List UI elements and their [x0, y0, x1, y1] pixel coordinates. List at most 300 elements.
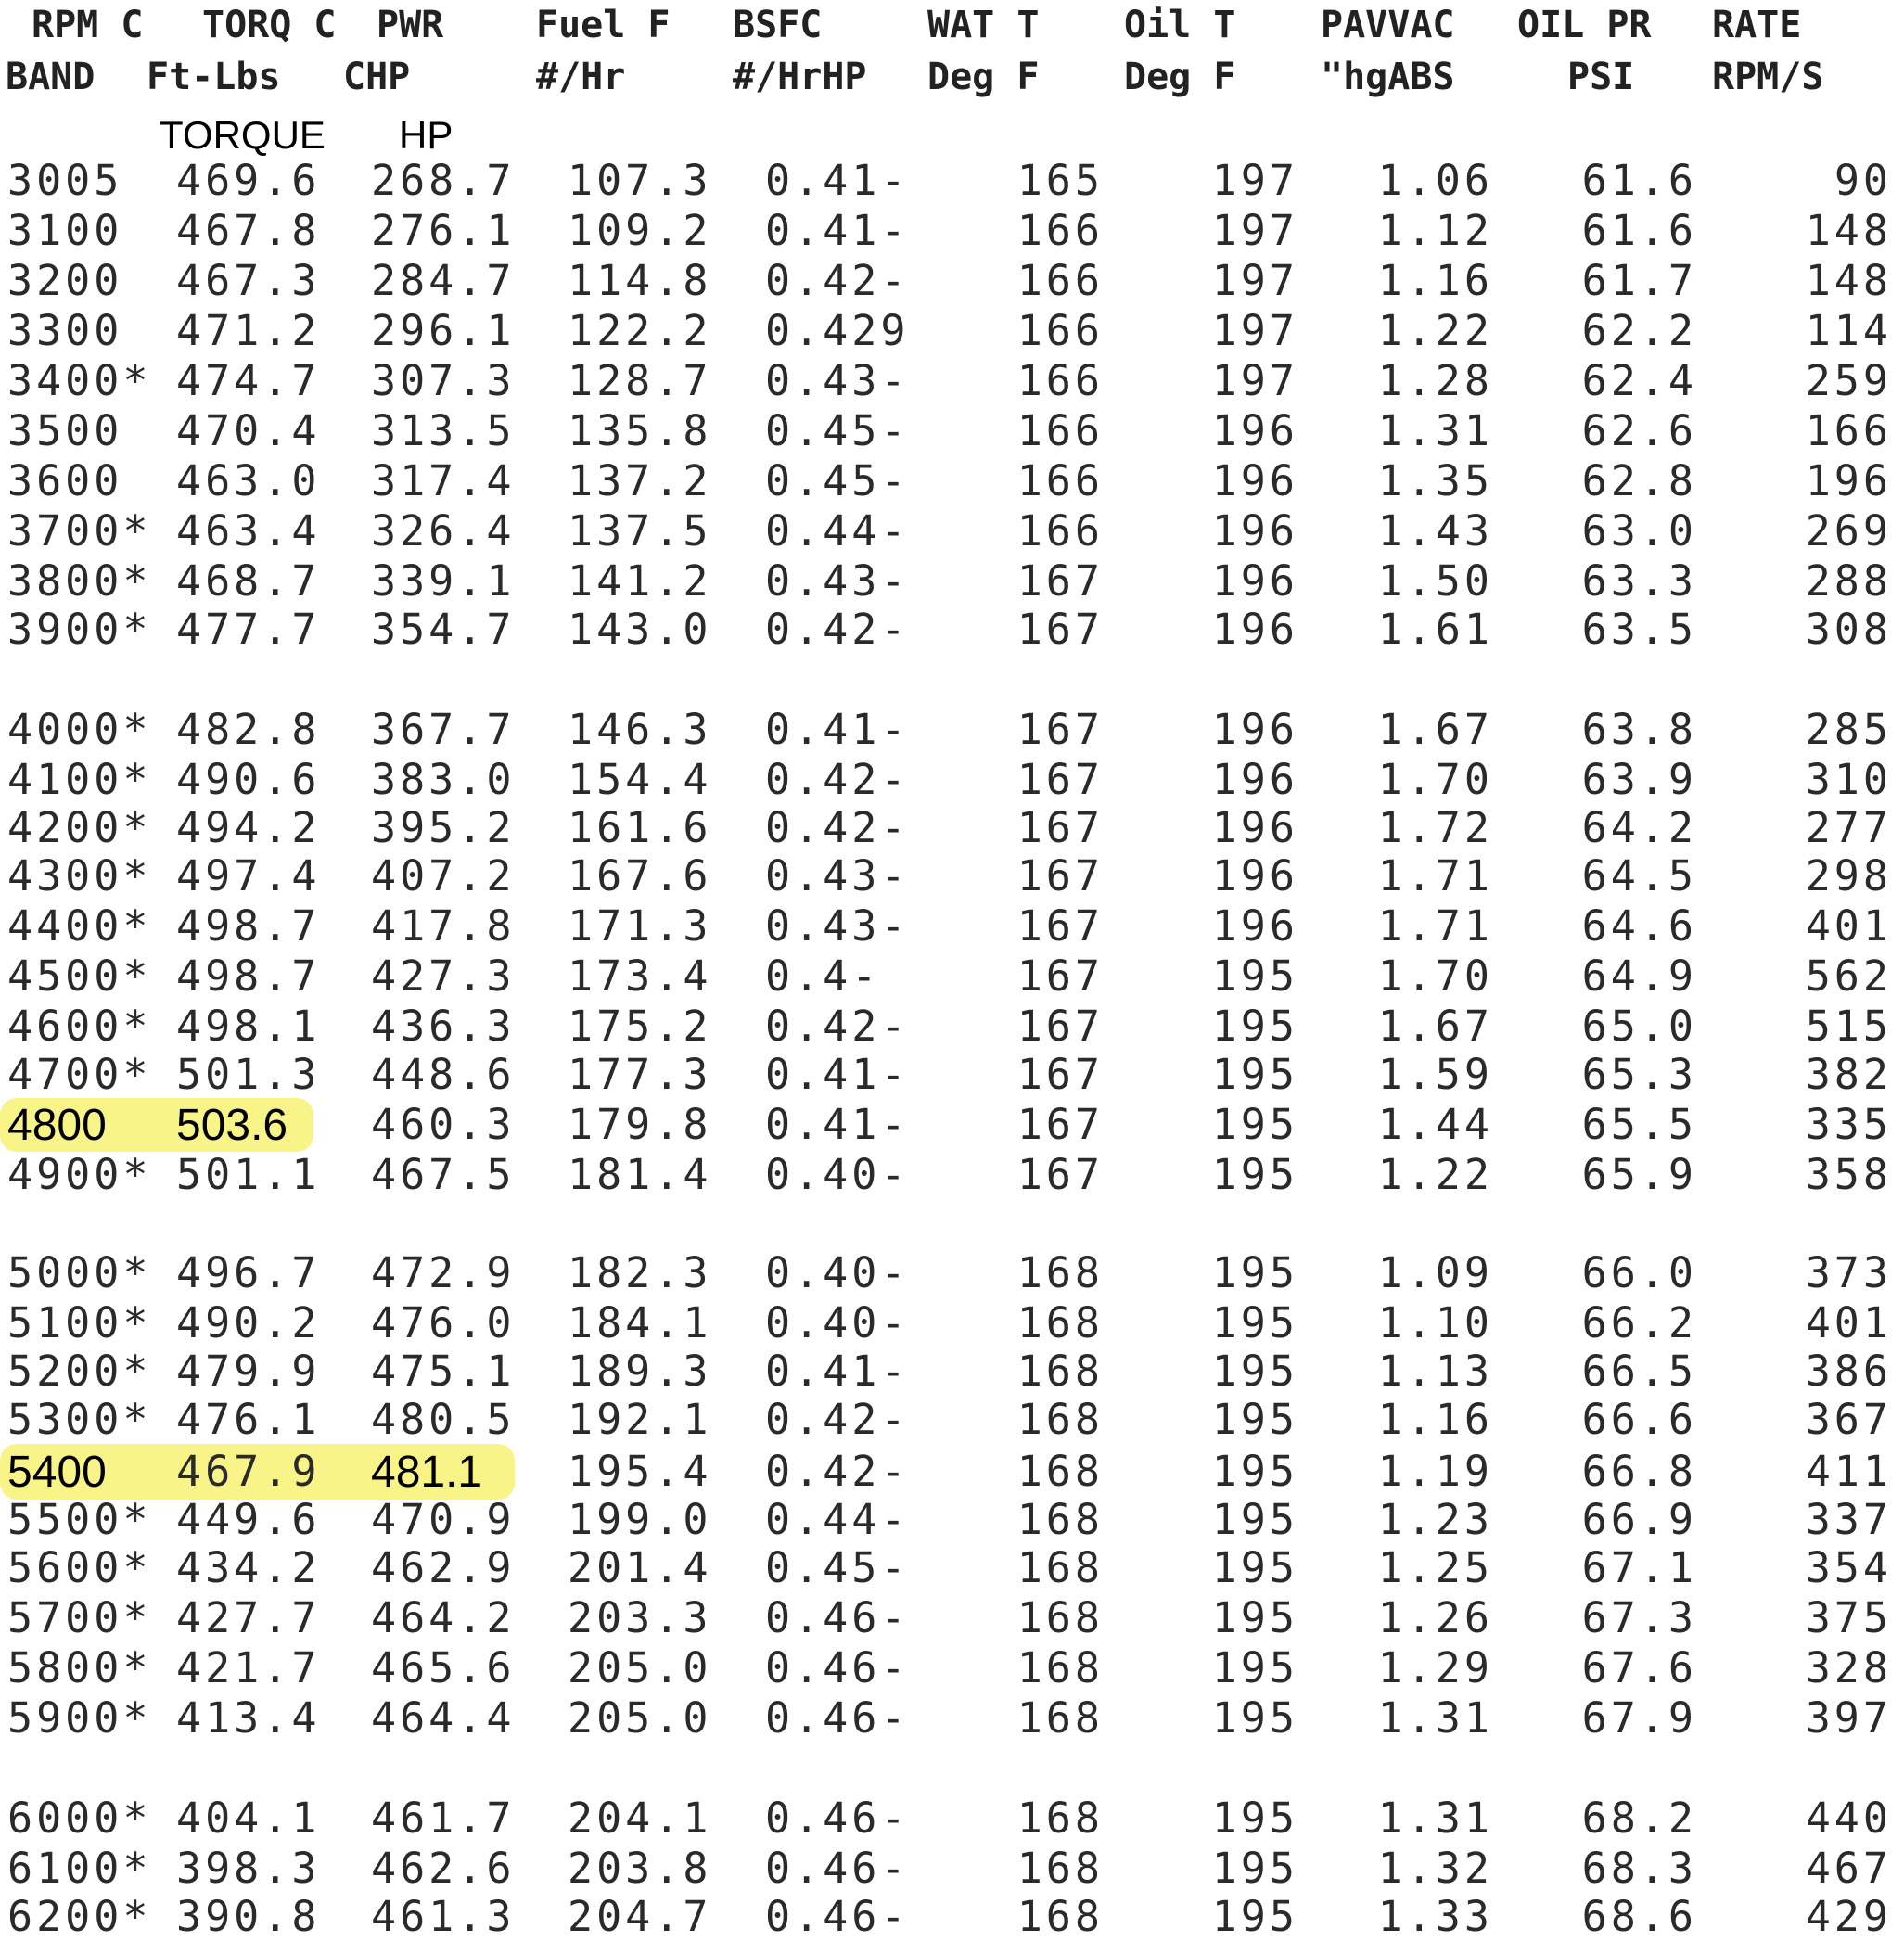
- cell-rate: 166: [1805, 406, 1892, 455]
- cell-fuel: 199.0: [568, 1495, 712, 1544]
- cell-power: 383.0: [371, 755, 516, 804]
- cell-pavvac: 1.32: [1377, 1844, 1493, 1893]
- cell-oil-pressure: 62.6: [1581, 406, 1697, 455]
- cell-pavvac: 1.71: [1377, 851, 1493, 900]
- cell-rpm: 4900*: [7, 1150, 152, 1199]
- header-lbhrhp: #/HrHP: [733, 56, 867, 98]
- cell-torque: 398.3: [176, 1844, 321, 1893]
- cell-fuel: 204.7: [568, 1892, 712, 1941]
- cell-power: 480.5: [371, 1395, 516, 1444]
- cell-oil-temp: 195: [1211, 1794, 1298, 1843]
- cell-bsfc: 0.41-: [765, 206, 910, 255]
- cell-bsfc: 0.46-: [765, 1892, 910, 1941]
- header-hgabs: "hgABS: [1321, 56, 1455, 98]
- cell-water-temp: 166: [1016, 506, 1104, 555]
- cell-power: 317.4: [371, 456, 516, 505]
- cell-oil-pressure: 64.5: [1581, 851, 1697, 900]
- cell-rpm: 5200*: [7, 1347, 152, 1396]
- cell-rate: 440: [1805, 1794, 1892, 1843]
- cell-oil-pressure: 65.3: [1581, 1050, 1697, 1099]
- cell-fuel: 107.3: [568, 156, 712, 205]
- cell-oil-pressure: 61.6: [1581, 206, 1697, 255]
- cell-bsfc: 0.42-: [765, 605, 910, 654]
- cell-oil-temp: 196: [1211, 456, 1298, 505]
- table-row: [0, 803, 1904, 851]
- cell-power: 307.3: [371, 356, 516, 405]
- cell-oil-temp: 196: [1211, 803, 1298, 852]
- cell-rate: 515: [1805, 1002, 1892, 1051]
- cell-pavvac: 1.70: [1377, 951, 1493, 1001]
- cell-rpm: 3100: [7, 206, 123, 255]
- cell-pavvac: 1.06: [1377, 156, 1493, 205]
- table-row: [0, 605, 1904, 653]
- cell-torque: 413.4: [176, 1693, 321, 1743]
- cell-torque: 467.9: [176, 1447, 321, 1496]
- cell-torque: 427.7: [176, 1593, 321, 1642]
- cell-fuel: 167.6: [568, 851, 712, 900]
- cell-oil-temp: 195: [1211, 1643, 1298, 1692]
- cell-fuel: 114.8: [568, 256, 712, 305]
- cell-rate: 285: [1805, 705, 1892, 754]
- cell-bsfc: 0.46-: [765, 1794, 910, 1843]
- table-row: [0, 1050, 1904, 1098]
- cell-fuel: 122.2: [568, 306, 712, 355]
- cell-oil-pressure: 62.8: [1581, 456, 1697, 505]
- cell-rate: 411: [1805, 1447, 1892, 1496]
- cell-rpm: 6000*: [7, 1794, 152, 1843]
- cell-torque: 501.3: [176, 1050, 321, 1099]
- cell-oil-temp: 196: [1211, 605, 1298, 654]
- cell-fuel: 203.3: [568, 1593, 712, 1642]
- cell-rate: 358: [1805, 1150, 1892, 1199]
- cell-pavvac: 1.31: [1377, 1794, 1493, 1843]
- cell-fuel: 192.1: [568, 1395, 712, 1444]
- cell-power: 462.9: [371, 1543, 516, 1592]
- cell-torque: 471.2: [176, 306, 321, 355]
- cell-rpm: 3800*: [7, 556, 152, 606]
- table-row: [0, 1543, 1904, 1591]
- cell-oil-temp: 196: [1211, 705, 1298, 754]
- cell-oil-pressure: 63.3: [1581, 556, 1697, 606]
- cell-oil-temp: 195: [1211, 1844, 1298, 1893]
- cell-torque: 468.7: [176, 556, 321, 606]
- cell-water-temp: 168: [1016, 1395, 1104, 1444]
- header-ftlbs: Ft-Lbs: [147, 56, 281, 98]
- cell-oil-temp: 195: [1211, 1593, 1298, 1642]
- cell-oil-temp: 195: [1211, 1347, 1298, 1396]
- cell-fuel: 195.4: [568, 1447, 712, 1496]
- cell-bsfc: 0.42-: [765, 803, 910, 852]
- cell-rpm: 6100*: [7, 1844, 152, 1893]
- header-bsfc: BSFC: [733, 4, 823, 46]
- cell-bsfc: 0.46-: [765, 1844, 910, 1893]
- cell-rate: 269: [1805, 506, 1892, 555]
- cell-bsfc: 0.45-: [765, 456, 910, 505]
- table-row: [0, 1693, 1904, 1742]
- cell-oil-pressure: 64.6: [1581, 901, 1697, 951]
- cell-bsfc: 0.429: [765, 306, 910, 355]
- cell-pavvac: 1.44: [1377, 1100, 1493, 1149]
- cell-water-temp: 166: [1016, 306, 1104, 355]
- cell-torque: 498.1: [176, 1002, 321, 1051]
- cell-oil-pressure: 67.9: [1581, 1693, 1697, 1743]
- header-band: BAND: [6, 56, 96, 98]
- cell-pavvac: 1.23: [1377, 1495, 1493, 1544]
- cell-oil-pressure: 66.5: [1581, 1347, 1697, 1396]
- table-row: [0, 755, 1904, 803]
- cell-pavvac: 1.61: [1377, 605, 1493, 654]
- cell-rpm: 4100*: [7, 755, 152, 804]
- cell-bsfc: 0.43-: [765, 901, 910, 951]
- cell-oil-pressure: 67.1: [1581, 1543, 1697, 1592]
- cell-rate: 562: [1805, 951, 1892, 1001]
- table-row: [0, 406, 1904, 454]
- table-row: [0, 506, 1904, 555]
- cell-fuel: 135.8: [568, 406, 712, 455]
- table-row: [0, 951, 1904, 1000]
- cell-fuel: 181.4: [568, 1150, 712, 1199]
- cell-rate: 328: [1805, 1643, 1892, 1692]
- header-pwr: PWR: [377, 4, 444, 46]
- table-row: [0, 1347, 1904, 1395]
- cell-oil-temp: 195: [1211, 1002, 1298, 1051]
- cell-torque: 477.7: [176, 605, 321, 654]
- cell-rpm: 3300: [7, 306, 123, 355]
- cell-rate: 401: [1805, 901, 1892, 951]
- cell-oil-pressure: 68.2: [1581, 1794, 1697, 1843]
- cell-rpm: 4000*: [7, 705, 152, 754]
- cell-torque: 463.0: [176, 456, 321, 505]
- cell-oil-temp: 195: [1211, 1298, 1298, 1347]
- cell-rpm: 6200*: [7, 1892, 152, 1941]
- cell-rpm: 3500: [7, 406, 123, 455]
- cell-oil-pressure: 68.3: [1581, 1844, 1697, 1893]
- cell-water-temp: 168: [1016, 1794, 1104, 1843]
- cell-oil-pressure: 63.5: [1581, 605, 1697, 654]
- table-row: [0, 1395, 1904, 1443]
- cell-power: 472.9: [371, 1248, 516, 1297]
- cell-bsfc: 0.44-: [765, 1495, 910, 1544]
- table-row: [0, 356, 1904, 404]
- cell-water-temp: 167: [1016, 1050, 1104, 1099]
- table-row: [0, 1002, 1904, 1050]
- cell-rate: 277: [1805, 803, 1892, 852]
- cell-bsfc: 0.42-: [765, 755, 910, 804]
- cell-rpm: 4300*: [7, 851, 152, 900]
- cell-bsfc: 0.43-: [765, 556, 910, 606]
- cell-power: 367.7: [371, 705, 516, 754]
- cell-oil-temp: 197: [1211, 306, 1298, 355]
- cell-water-temp: 168: [1016, 1844, 1104, 1893]
- cell-pavvac: 1.71: [1377, 901, 1493, 951]
- cell-fuel: 128.7: [568, 356, 712, 405]
- cell-water-temp: 168: [1016, 1495, 1104, 1544]
- cell-power: 467.5: [371, 1150, 516, 1199]
- header-rpms: RPM/S: [1712, 56, 1824, 98]
- header-fuel: Fuel F: [536, 4, 671, 46]
- header-chp: CHP: [343, 56, 411, 98]
- cell-torque: 463.4: [176, 506, 321, 555]
- cell-rate: 298: [1805, 851, 1892, 900]
- cell-power: 395.2: [371, 803, 516, 852]
- cell-rpm: 3700*: [7, 506, 152, 555]
- header-psi: PSI: [1567, 56, 1635, 98]
- table-row: [0, 1794, 1904, 1842]
- cell-water-temp: 166: [1016, 206, 1104, 255]
- cell-bsfc: 0.42-: [765, 1447, 910, 1496]
- header-torq: TORQ C: [202, 4, 337, 46]
- cell-water-temp: 167: [1016, 851, 1104, 900]
- cell-rpm: 5700*: [7, 1593, 152, 1642]
- cell-power: 276.1: [371, 206, 516, 255]
- cell-power: 462.6: [371, 1844, 516, 1893]
- cell-oil-pressure: 66.6: [1581, 1395, 1697, 1444]
- cell-oil-temp: 195: [1211, 1395, 1298, 1444]
- cell-oil-temp: 195: [1211, 1447, 1298, 1496]
- cell-fuel: 173.4: [568, 951, 712, 1001]
- header-oilpr: OIL PR: [1517, 4, 1652, 46]
- cell-rpm: 5400: [7, 1448, 107, 1497]
- cell-rate: 308: [1805, 605, 1892, 654]
- table-row: [0, 1100, 1904, 1148]
- cell-bsfc: 0.42-: [765, 1002, 910, 1051]
- cell-pavvac: 1.59: [1377, 1050, 1493, 1099]
- table-row: [0, 556, 1904, 605]
- cell-power: 296.1: [371, 306, 516, 355]
- table-row: [0, 1298, 1904, 1347]
- cell-bsfc: 0.40-: [765, 1248, 910, 1297]
- cell-oil-temp: 195: [1211, 1100, 1298, 1149]
- cell-rpm: 3200: [7, 256, 123, 305]
- header-wat: WAT T: [927, 4, 1040, 46]
- cell-oil-temp: 196: [1211, 901, 1298, 951]
- cell-oil-temp: 196: [1211, 506, 1298, 555]
- cell-power: 470.9: [371, 1495, 516, 1544]
- cell-power: 460.3: [371, 1100, 516, 1149]
- cell-pavvac: 1.22: [1377, 1150, 1493, 1199]
- cell-oil-temp: 195: [1211, 1248, 1298, 1297]
- cell-oil-temp: 197: [1211, 156, 1298, 205]
- cell-oil-temp: 195: [1211, 951, 1298, 1001]
- cell-oil-temp: 196: [1211, 556, 1298, 606]
- cell-fuel: 146.3: [568, 705, 712, 754]
- cell-water-temp: 168: [1016, 1543, 1104, 1592]
- table-row: [0, 206, 1904, 254]
- cell-power: 476.0: [371, 1298, 516, 1347]
- cell-pavvac: 1.67: [1377, 1002, 1493, 1051]
- cell-rate: 367: [1805, 1395, 1892, 1444]
- cell-water-temp: 166: [1016, 456, 1104, 505]
- cell-oil-temp: 195: [1211, 1543, 1298, 1592]
- cell-power: 464.2: [371, 1593, 516, 1642]
- cell-oil-pressure: 63.9: [1581, 755, 1697, 804]
- cell-power: 464.4: [371, 1693, 516, 1743]
- cell-rpm: 4700*: [7, 1050, 152, 1099]
- cell-rpm: 3400*: [7, 356, 152, 405]
- cell-oil-temp: 197: [1211, 356, 1298, 405]
- cell-pavvac: 1.70: [1377, 755, 1493, 804]
- cell-oil-pressure: 65.9: [1581, 1150, 1697, 1199]
- cell-fuel: 137.2: [568, 456, 712, 505]
- cell-bsfc: 0.45-: [765, 1543, 910, 1592]
- cell-rpm: 3600: [7, 456, 123, 505]
- cell-torque: 503.6: [176, 1101, 288, 1150]
- cell-pavvac: 1.16: [1377, 256, 1493, 305]
- cell-oil-temp: 195: [1211, 1050, 1298, 1099]
- cell-pavvac: 1.09: [1377, 1248, 1493, 1297]
- cell-bsfc: 0.44-: [765, 506, 910, 555]
- cell-torque: 494.2: [176, 803, 321, 852]
- cell-power: 436.3: [371, 1002, 516, 1051]
- cell-rate: 114: [1805, 306, 1892, 355]
- cell-torque: 490.2: [176, 1298, 321, 1347]
- cell-torque: 404.1: [176, 1794, 321, 1843]
- cell-water-temp: 168: [1016, 1447, 1104, 1496]
- cell-torque: 449.6: [176, 1495, 321, 1544]
- cell-water-temp: 166: [1016, 356, 1104, 405]
- cell-bsfc: 0.42-: [765, 1395, 910, 1444]
- cell-oil-temp: 195: [1211, 1892, 1298, 1941]
- cell-torque: 470.4: [176, 406, 321, 455]
- cell-bsfc: 0.41-: [765, 156, 910, 205]
- cell-oil-pressure: 63.0: [1581, 506, 1697, 555]
- cell-oil-pressure: 67.6: [1581, 1643, 1697, 1692]
- cell-water-temp: 168: [1016, 1892, 1104, 1941]
- cell-rate: 386: [1805, 1347, 1892, 1396]
- cell-torque: 476.1: [176, 1395, 321, 1444]
- cell-power: 417.8: [371, 901, 516, 951]
- cell-oil-pressure: 62.2: [1581, 306, 1697, 355]
- cell-oil-temp: 195: [1211, 1495, 1298, 1544]
- table-row: [0, 1593, 1904, 1641]
- cell-fuel: 154.4: [568, 755, 712, 804]
- table-row: [0, 1892, 1904, 1940]
- cell-pavvac: 1.13: [1377, 1347, 1493, 1396]
- cell-pavvac: 1.50: [1377, 556, 1493, 606]
- table-row: [0, 456, 1904, 504]
- cell-oil-temp: 196: [1211, 851, 1298, 900]
- cell-oil-temp: 196: [1211, 406, 1298, 455]
- cell-rpm: 5900*: [7, 1693, 152, 1743]
- cell-torque: 467.3: [176, 256, 321, 305]
- table-row: [0, 851, 1904, 900]
- cell-power: 339.1: [371, 556, 516, 606]
- cell-water-temp: 168: [1016, 1248, 1104, 1297]
- cell-fuel: 205.0: [568, 1693, 712, 1743]
- cell-power: 427.3: [371, 951, 516, 1001]
- cell-fuel: 179.8: [568, 1100, 712, 1149]
- cell-power: 475.1: [371, 1347, 516, 1396]
- cell-water-temp: 167: [1016, 705, 1104, 754]
- cell-bsfc: 0.41-: [765, 1100, 910, 1149]
- cell-oil-pressure: 66.2: [1581, 1298, 1697, 1347]
- cell-bsfc: 0.43-: [765, 356, 910, 405]
- column-header: [0, 0, 1904, 111]
- cell-rpm: 4200*: [7, 803, 152, 852]
- cell-oil-temp: 195: [1211, 1693, 1298, 1743]
- cell-torque: 498.7: [176, 901, 321, 951]
- cell-rate: 373: [1805, 1248, 1892, 1297]
- cell-power: 461.3: [371, 1892, 516, 1941]
- cell-pavvac: 1.31: [1377, 1693, 1493, 1743]
- cell-water-temp: 168: [1016, 1298, 1104, 1347]
- cell-oil-pressure: 64.2: [1581, 803, 1697, 852]
- cell-oil-pressure: 67.3: [1581, 1593, 1697, 1642]
- cell-rate: 90: [1834, 156, 1892, 205]
- cell-pavvac: 1.25: [1377, 1543, 1493, 1592]
- cell-power: 407.2: [371, 851, 516, 900]
- table-row: [0, 1844, 1904, 1892]
- cell-water-temp: 167: [1016, 803, 1104, 852]
- cell-torque: 501.1: [176, 1150, 321, 1199]
- cell-oil-pressure: 66.9: [1581, 1495, 1697, 1544]
- cell-fuel: 109.2: [568, 206, 712, 255]
- header-oil: Oil T: [1124, 4, 1236, 46]
- cell-power: 461.7: [371, 1794, 516, 1843]
- cell-fuel: 137.5: [568, 506, 712, 555]
- table-row: [0, 256, 1904, 304]
- cell-water-temp: 167: [1016, 605, 1104, 654]
- cell-rpm: 5800*: [7, 1643, 152, 1692]
- cell-rpm: 5100*: [7, 1298, 152, 1347]
- cell-bsfc: 0.46-: [765, 1693, 910, 1743]
- cell-fuel: 177.3: [568, 1050, 712, 1099]
- cell-rate: 401: [1805, 1298, 1892, 1347]
- cell-water-temp: 168: [1016, 1347, 1104, 1396]
- cell-water-temp: 167: [1016, 1150, 1104, 1199]
- cell-power: 481.1: [371, 1448, 483, 1497]
- cell-bsfc: 0.41-: [765, 705, 910, 754]
- cell-rate: 196: [1805, 456, 1892, 505]
- cell-bsfc: 0.40-: [765, 1150, 910, 1199]
- torque-annotation: TORQUE: [160, 113, 326, 157]
- cell-oil-pressure: 65.0: [1581, 1002, 1697, 1051]
- cell-torque: 469.6: [176, 156, 321, 205]
- cell-rpm: 4500*: [7, 951, 152, 1001]
- table-row: [0, 1495, 1904, 1543]
- header-rpm: RPM C: [32, 4, 144, 46]
- cell-water-temp: 168: [1016, 1693, 1104, 1743]
- cell-water-temp: 167: [1016, 556, 1104, 606]
- cell-fuel: 141.2: [568, 556, 712, 606]
- cell-torque: 434.2: [176, 1543, 321, 1592]
- header-oil-degf: Deg F: [1124, 56, 1236, 98]
- cell-rate: 382: [1805, 1050, 1892, 1099]
- cell-power: 448.6: [371, 1050, 516, 1099]
- cell-oil-pressure: 62.4: [1581, 356, 1697, 405]
- cell-oil-temp: 197: [1211, 256, 1298, 305]
- cell-pavvac: 1.29: [1377, 1643, 1493, 1692]
- cell-water-temp: 167: [1016, 755, 1104, 804]
- cell-bsfc: 0.4-: [765, 951, 881, 1001]
- table-row: [0, 1643, 1904, 1692]
- cell-bsfc: 0.45-: [765, 406, 910, 455]
- cell-rate: 397: [1805, 1693, 1892, 1743]
- cell-rpm: 4600*: [7, 1002, 152, 1051]
- cell-water-temp: 167: [1016, 901, 1104, 951]
- cell-oil-pressure: 66.8: [1581, 1447, 1697, 1496]
- cell-rpm: 4400*: [7, 901, 152, 951]
- table-row: [0, 1248, 1904, 1296]
- cell-fuel: 143.0: [568, 605, 712, 654]
- cell-fuel: 175.2: [568, 1002, 712, 1051]
- cell-fuel: 203.8: [568, 1844, 712, 1893]
- cell-torque: 467.8: [176, 206, 321, 255]
- cell-pavvac: 1.26: [1377, 1593, 1493, 1642]
- cell-pavvac: 1.43: [1377, 506, 1493, 555]
- cell-torque: 479.9: [176, 1347, 321, 1396]
- cell-water-temp: 167: [1016, 951, 1104, 1001]
